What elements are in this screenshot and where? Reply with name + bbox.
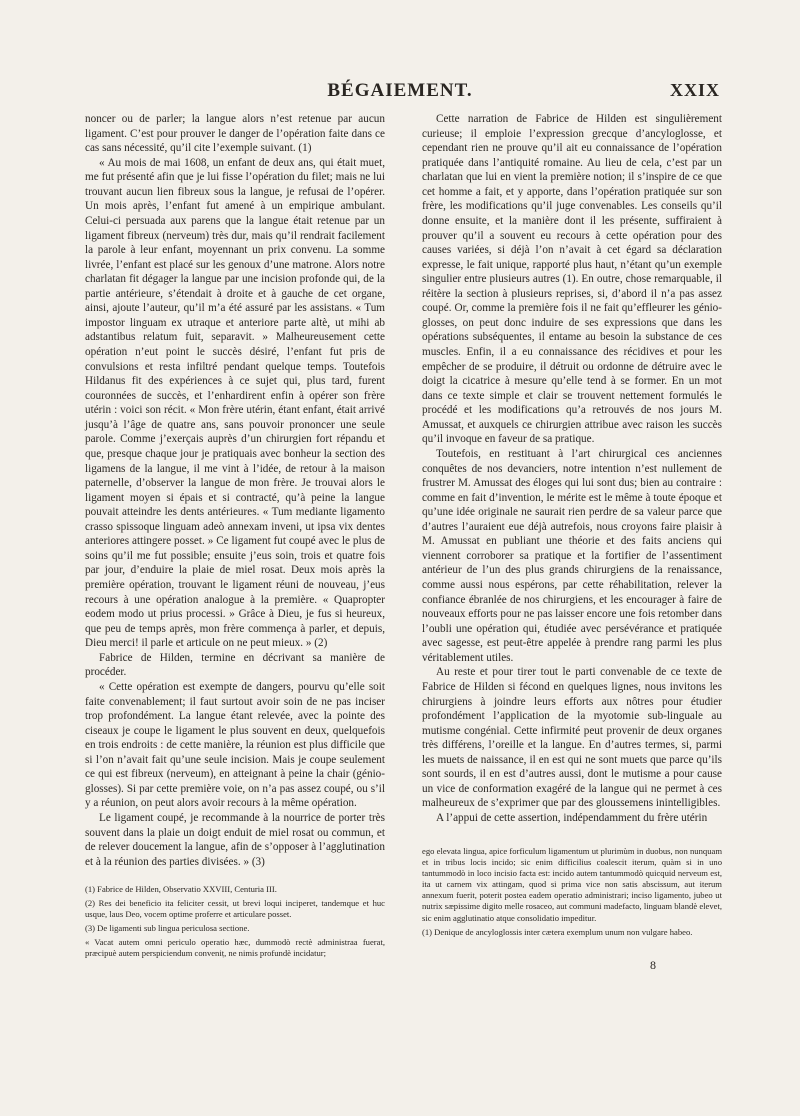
paragraph: « Cette opération est exempte de dangers, pourvu qu’elle soit faite convenablement; il faut surtout avoir soin de ne pas inciser trop profondément. La langue étant relevée, avec la pointe des ciseaux je coupe le ligament le plus souvent en deux, quelquefois en trois endroits : de cette manière, la réunion est plus difficile que si l’on n’avait fait qu’une seule incision. Mais je coupe seulement ce qui est fibreux (nerveum), en atteignant à peine la chair (génio-glosses). Si par cette première voie, on n’a pas assez coupé, ou s’il y a réunion, on peut alors avoir recours à la même opération. bbox=[85, 680, 385, 810]
paragraph: Le ligament coupé, je recommande à la nourrice de porter très souvent dans la plaie un doigt enduit de miel rosat ou commun, et de relever doucement la langue, afin de s’opposer à l’agglutination et à la réunion des parties divisées. » (3) bbox=[85, 812, 385, 868]
footnote: (3) De ligamenti sub lingua periculosa sectione. bbox=[85, 923, 250, 934]
footnote: (1) Denique de ancyloglossis inter cætera exemplum unum non vulgare habeo. bbox=[422, 926, 693, 937]
folio-roman-numeral: XXIX bbox=[669, 80, 720, 100]
left-footnotes bbox=[85, 884, 385, 963]
footnote: ego elevata lingua, apice forficulum ligamentum ut plurimùm in duobus, non nunquam et in tribus locis incido; sic enim difficilius coalescit iterum, quàm si in uno tantummodò in loco incisio facta est: incido autem tantummodò quicquid nerveum est, ita ut carnem vix attingam, quod si prima vice non satis abscissum, aut iterum annexum fuerit, poterit postea eadem operatio administrari; inciso ligamento, jubeo ut nutrix sæpissime digito melle rosaceo, aut communi madefacto, linguam blandè elevet, sic enim agglutinatio atque consolidatio impeditur. bbox=[422, 846, 722, 923]
right-column bbox=[422, 112, 722, 826]
paragraph: A l’appui de cette assertion, indépendamment du frère utérin bbox=[436, 812, 708, 824]
footnote: (2) Res dei beneficio ita feliciter cessit, ut brevi loqui inciperet, tandemque et huc usque, laus Deo, vocem optime proferre et articulare posset. bbox=[85, 898, 385, 920]
paragraph: Cette narration de Fabrice de Hilden est singulièrement curieuse; il emploie l’expression grecque d’ancyloglosse, et cependant rien ne prouve qu’il ait eu connaissance de l’opération pratiquée dans l’antiquité romaine. Au lieu de cela, c’est par un charlatan que lui en vient la première notion; il s’inspire de ce que cet homme a fait, et y apporte, dans l’opération pratiquée sur son frère, les modifications qu’il juge convenables. Les conseils qu’il donne ensuite, et la manière dont il les présente, suffiraient à prouver qu’il a souvent eu recours à cette opération pour des causes variées, si déjà l’on n’avait à cet égard sa déclaration expresse, le fait unique, rapporté plus haut, n’étant qu’un exemple singulier entre plusieurs autres (1). En outre, chose remarquable, il réitère la section à plusieurs reprises, si, d’abord il n’a pas assez coupé. Or, comme la première fois il ne fait qu’effleurer les génio-glosses, on peut donc induire de ses expressions que dans les opérations subséquentes, il entame au besoin la substance de ces muscles. Enfin, il a eu connaissance des récidives et pour les empêcher de se produire, il détruit ou ordonne de détruire avec le doigt la cicatrice à mesure qu’elle tend à se former. En un mot dans ce texte simple et clair se trouvent nettement formulés le procédé et les modifications qu’a retrouvés de nos jours M. Amussat, et auxquels ce chirurgien attribue avec raison les succès qu’il invoque en faveur de sa pratique. bbox=[422, 113, 722, 446]
paragraph: Toutefois, en restituant à l’art chirurgical ces anciennes conquêtes de nos devanciers, notre intention n’est nullement de frustrer M. Amussat des éloges qui lui sont dus; bien au contraire : comme en fait d’invention, le mérite est le même à toute époque et qu’une idée originale ne saurait rien perdre de sa valeur parce que d’autres l’auraient eue déjà autrefois, nous croyons faire plaisir à M. Amussat en publiant une théorie et des faits anciens qui viennent corroborer sa pratique et la fortifier de l’assentiment antérieur de l’un des plus grands chirurgiens de la renaissance, comme aussi nous espérons, par cette réhabilitation, relever la confiance ébranlée de nos chirurgiens, et les encourager à faire de nouveaux efforts pour ne pas laisser encore une fois retomber dans l’oubli une opération qui, étudiée avec persévérance et pratiquée avec sagesse, est peut-être appelée à prendre rang parmi les plus véritablement utiles. bbox=[422, 447, 722, 664]
page-header bbox=[80, 80, 720, 110]
footnote: « Vacat autem omni periculo operatio hæc, dummodò rectè administraa fuerat, præcipuè autem perspiciendum conveniṭ, ne nimis profundè incidatur; bbox=[85, 937, 385, 959]
paragraph: Fabrice de Hilden, termine en décrivant sa manière de procéder. bbox=[85, 651, 385, 679]
page-number: 8 bbox=[650, 958, 656, 972]
running-title: BÉGAIEMENT. bbox=[327, 80, 473, 101]
paragraph: « Au mois de mai 1608, un enfant de deux ans, qui était muet, me fut présenté afin que je lui fisse l’opération du filet; mais ne lui trouvant aucun lien fibreux sous la langue, je refusai de l’opérer. Un mois après, l’enfant fut amené à un empirique ambulant. Celui-ci persuada aux parens que la langue était retenue par un ligament fibreux (nerveum) très dur, mais qu’il rendrait facilement la parole à leur enfant, moyennant un prix convenu. La somme livrée, l’enfant est placé sur les genoux d’une matrone. Alors notre charlatan fit dégager la langue par une incision profonde qui, de la partie antérieure, s’étendait à droite et à gauche de cet organe, ainsi, ajoute l’auteur, qu’il m’a été assuré par les assistans. « Tum impostor linguam ex utraque et anteriore parte altè, ut mihi ab adstantibus relatum fuit, separavit. » Malheureusement cette opération n’eut point le succès désiré, l’enfant fut pris de convulsions et resta infiltré pendant quelque temps. Toutefois Hildanus fit des expériences à ce sujet qui, plus tard, furent couronnées de succès, et l’enhardirent enfin à opérer son frère utérin : voici son récit. « Mon frère utérin, étant enfant, était arrivé jusqu’à l’âge de quatre ans, sans pouvoir prononcer une seule parole. Comme j’exerçais auprès d’un chirurgien fort répandu et que, presque chaque jour je pratiquais avec bonheur la section des ligamens de la langue, il me vint à l’idée, de retour à la maison paternelle, d’observer la langue de mon frère. Je trouvai alors le ligament moyen si épais et si contracté, qu’à peine la langue pouvait atteindre les dents antérieures. « Tum mediante ligamento crasso spissoque linguam adeò annexam inveni, ut ipsa vix dentes anteriores attingere posset. » Ce ligament fut coupé avec le plus de soins qu’il me fut possible; ensuite j’eus soin, trois et quatre fois par jour, d’enduire la plaie de miel rosat. Deux mois après la première opération, trouvant le ligament réuni de nouveau, j’eus recours à une opération analogue à la première. « Quapropter eodem modo ut prius processi. » Grâce à Dieu, je fus si heureux, que peu de temps après, mon frère commença à parler, et depuis, Dieu merci! il parle et articule on ne peut mieux. » (2) bbox=[85, 156, 385, 650]
paragraph: noncer ou de parler; la langue alors n’est retenue par aucun ligament. C’est pour prouver le danger de l’opération faite dans ce cas sans nécessité, qu’il cite l’exemple suivant. (1) bbox=[85, 113, 385, 155]
paragraph: Au reste et pour tirer tout le parti convenable de ce texte de Fabrice de Hilden si fécond en quelques lignes, nous invitons les chirurgiens à joindre leurs efforts aux nôtres pour étudier profondément l’application de la myotomie sub-linguale au mutisme congénial. Cette infirmité peut provenir de deux organes très différens, l’oreille et la langue. En d’autres termes, si, parmi les muets de naissance, il en est qui ne sont muets que parce qu’ils sont sourds, il en est d’autres aussi, dont le mutisme a pour cause un vice de conformation exagéré de la langue qui ne permet à ces malheureux de s’exprimer que par des gloussemens inintelligibles. bbox=[422, 666, 722, 810]
right-footnotes bbox=[422, 846, 722, 941]
footnote: (1) Fabrice de Hilden, Observatio XXVIII, Centuria III. bbox=[85, 884, 277, 894]
left-column bbox=[85, 112, 385, 869]
